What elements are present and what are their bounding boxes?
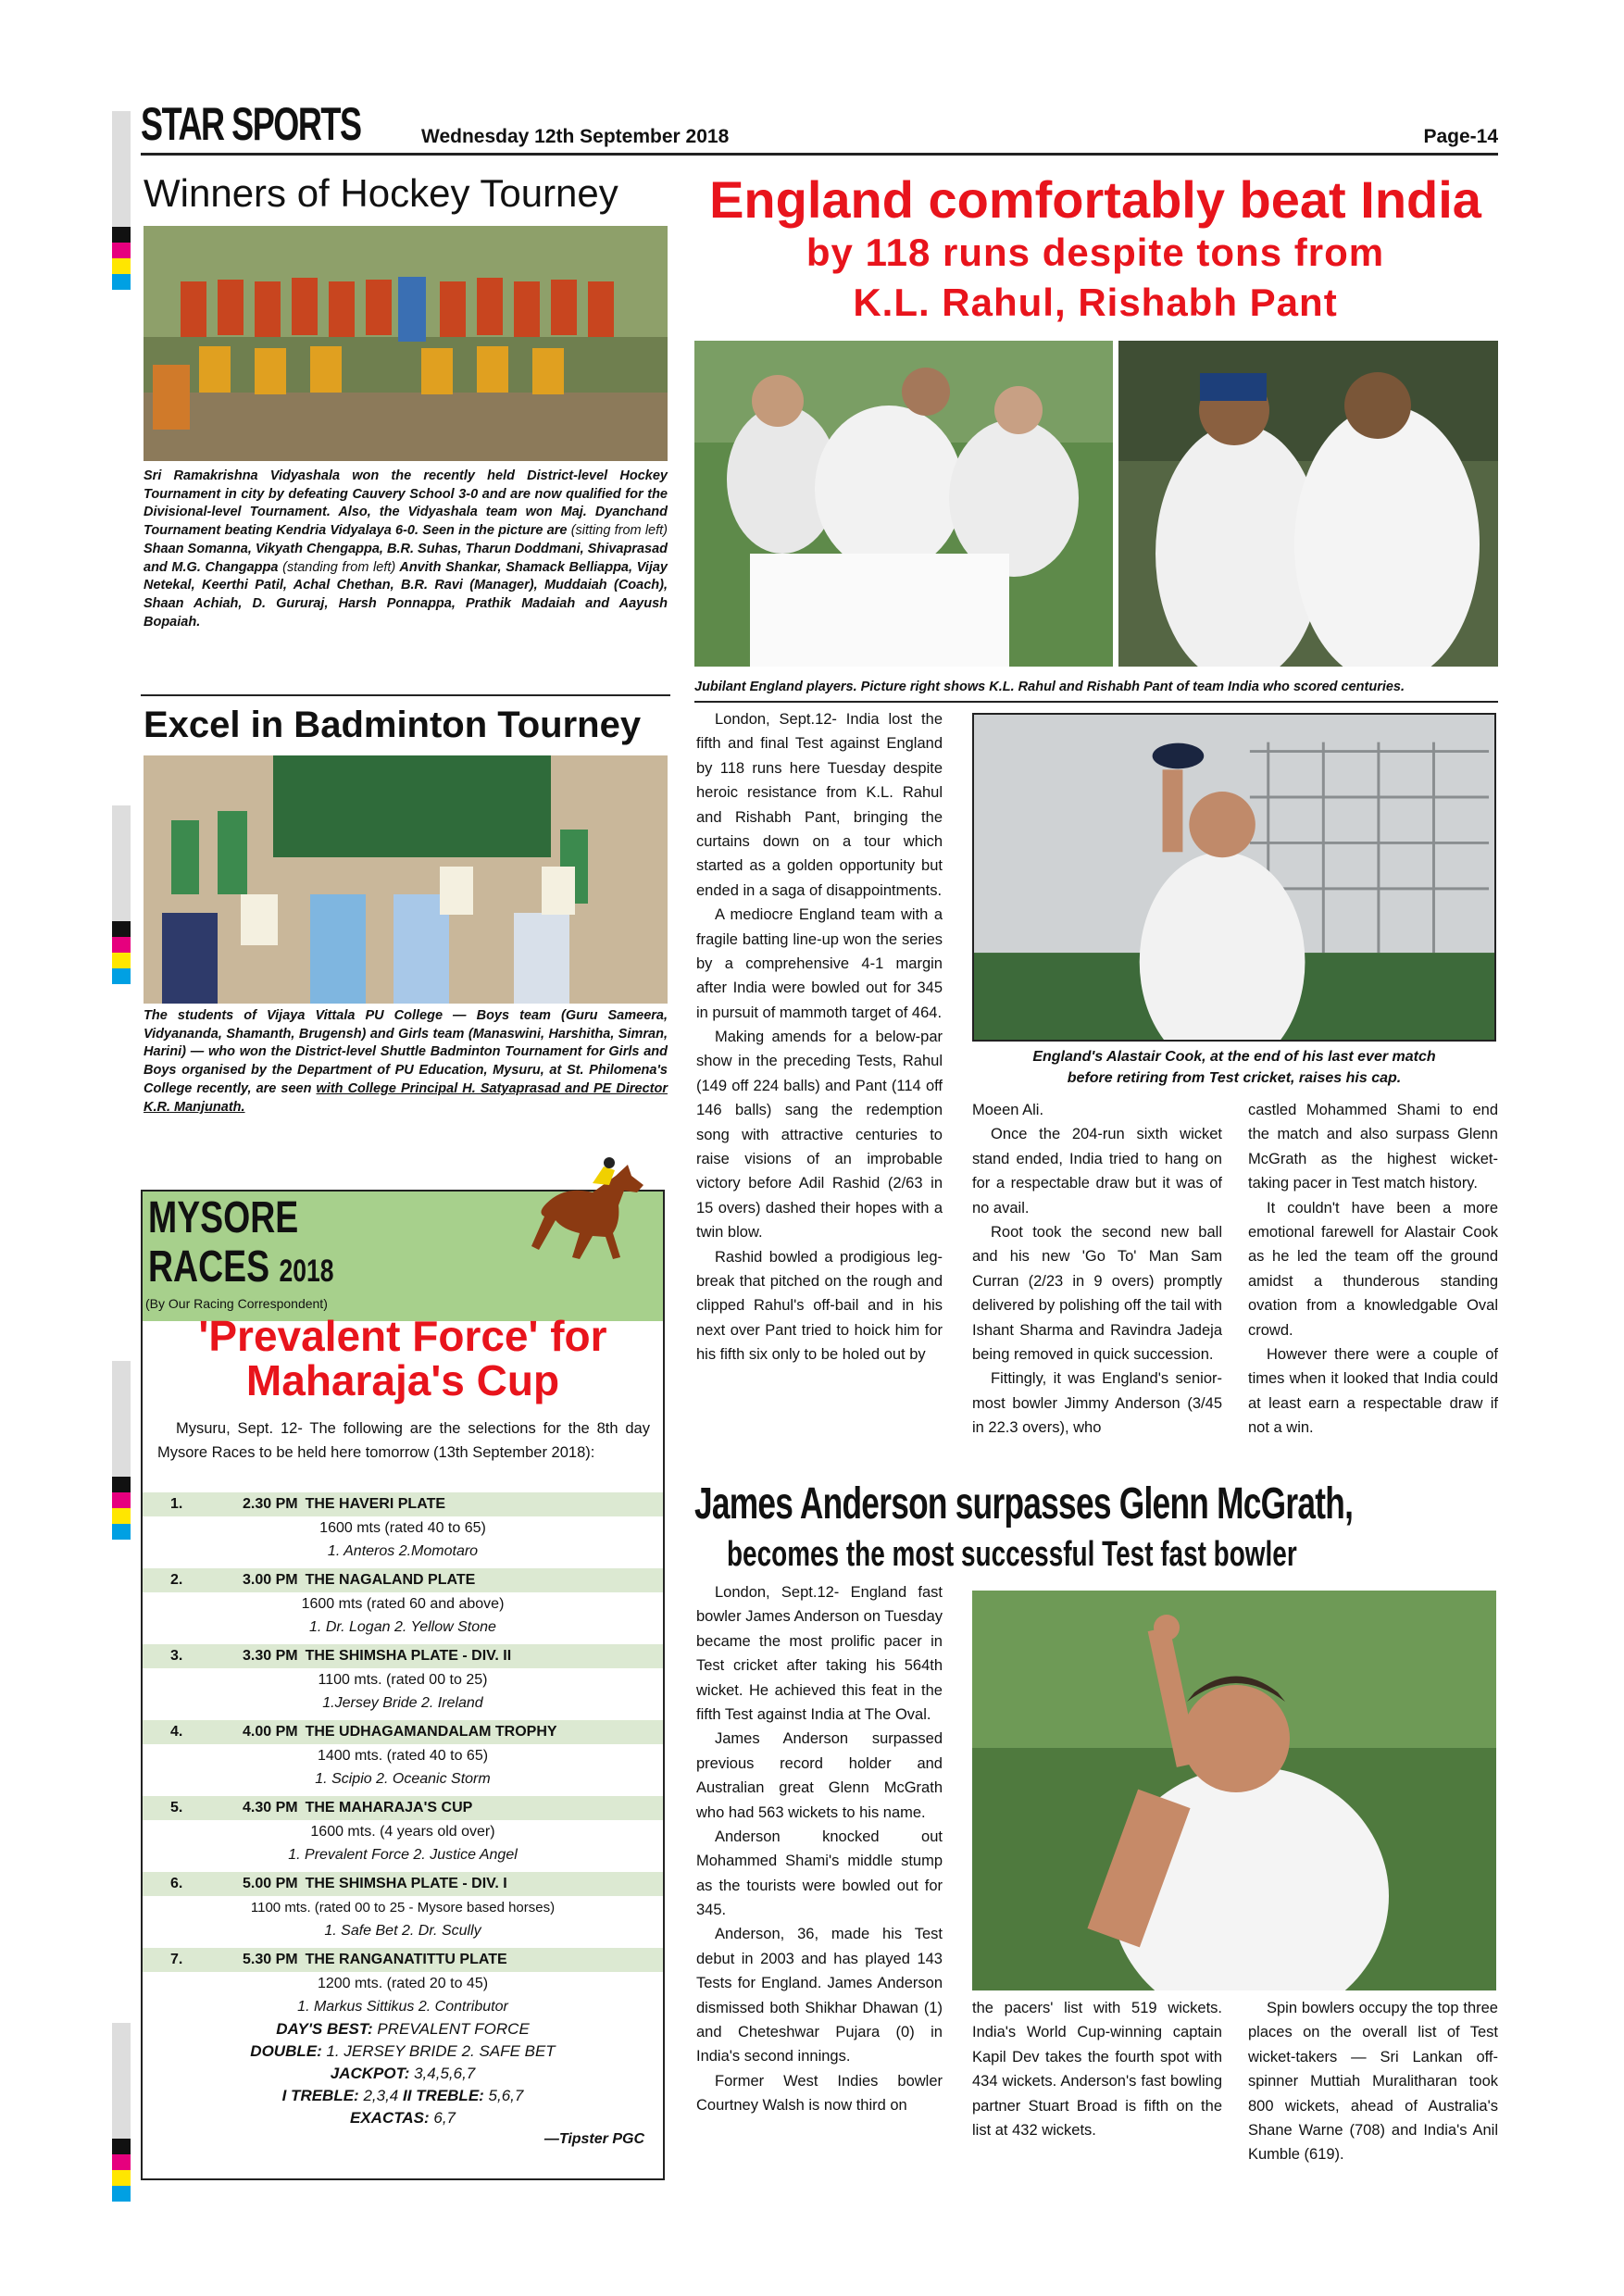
races-headline-line2: Maharaja's Cup: [245, 1356, 560, 1404]
races-title-line1: MYSORE: [148, 1193, 299, 1242]
england-photo-caption: Jubilant England players. Picture right shows K.L. Rahul and Rishabh Pant of team India who scored centuries.: [694, 680, 1405, 694]
page-number: Page-14: [1423, 126, 1498, 147]
horse-icon: [528, 1148, 657, 1264]
hockey-caption: Sri Ramakrishna Vidyashala won the recently held District-level Hockey Tournament in city by defeating Cauvery School 3-0 and are now qualified for the Divisional-level Tournament. Also, the Vidyashala team won Maj. Dyanchand Tournament beating Kendria Vidyalaya 6-0. Seen in the picture are (sitting from left) Shaan Somanna, Vikyath Chengappa, B.R. Suhas, Tharun Doddmani, Shivaprasad and M.G. Changappa (standing from left) Anvith Shankar, Shamack Belliappa, Vijay Netekal, Keerthi Patil, Achal Chethan, B.R. Ravi (Manager), Muddaiah (Coach), Shaan Achiah, D. Gururaj, Harsh Ponnappa, Prathik Madaiah and Aayush Bopaiah.: [144, 468, 668, 630]
race-header-row: [143, 1872, 663, 1896]
paragraph: Anderson, 36, made his Test debut in 2003 and has played 143 Tests for England. James Anderson dismissed both Shikhar Dhawan (1) and Cheteshwar Pujara (0) in India's second innings.: [696, 1926, 943, 2065]
paragraph: the pacers' list with 519 wickets. India's World Cup-winning captain Kapil Dev takes the fourth spot with 434 wickets. Anderson's fast bowling partner Stuart Broad is fifth on the list at 432 wickets.: [972, 2000, 1222, 2139]
race-time: 4.00 PM: [243, 1724, 298, 1740]
race-summary-line: JACKPOT: 3,4,5,6,7: [330, 2065, 476, 2082]
race-summary-line: DAY'S BEST: PREVALENT FORCE: [276, 2020, 530, 2038]
race-header-row: [143, 1796, 663, 1820]
race-item: [143, 1948, 663, 2024]
anderson-subhead: becomes the most successful Test fast bowler: [727, 1535, 1297, 1574]
paragraph: A mediocre England team with a fragile batting line-up won the series by a comprehensive 4-1 margin after India were bowled out for 345 in pursuit of mammoth target of 464.: [696, 906, 943, 1021]
paragraph: Rashid bowled a prodigious leg-break that pitched on the rough and clipped Rahul's off-bail and in his next over Pant tried to hoick him for his fifth six only to be holed out by: [696, 1248, 943, 1364]
england-rule: [694, 701, 1498, 703]
paragraph: Root took the second new ball and his new 'Go To' Man Sam Curran (2/23 in 9 overs) promptly delivered by polishing off the tail with Ishant Sharma and Ravindra Jadeja being removed in quick succession.: [972, 1223, 1222, 1363]
england-subhead-line1: by 118 runs despite tons from: [806, 231, 1385, 274]
race-item: [143, 1796, 663, 1872]
masthead-date: Wednesday 12th September 2018: [421, 126, 730, 147]
race-tips: 1. Scipio 2. Oceanic Storm: [315, 1771, 491, 1787]
race-header-row: [143, 1720, 663, 1744]
cook-photo: [972, 713, 1496, 1042]
rahul-pant-photo: [1118, 341, 1498, 667]
race-tips: 1. Dr. Logan 2. Yellow Stone: [309, 1619, 496, 1635]
paragraph: It couldn't have been a more emotional farewell for Alastair Cook as he led the team off the ground amidst a thunderous standing ovation from a knowledgable Oval crowd.: [1248, 1199, 1498, 1339]
paragraph: Moeen Ali.: [972, 1102, 1044, 1118]
england-column-3: [1248, 1098, 1498, 1440]
england-players-photo: [694, 341, 1113, 667]
race-summary-line: DOUBLE: 1. JERSEY BRIDE 2. SAFE BET: [250, 2042, 556, 2060]
race-time: 5.00 PM: [243, 1876, 298, 1891]
race-name: THE NAGALAND PLATE: [305, 1572, 476, 1588]
race-item: [143, 1568, 663, 1644]
race-time: 5.30 PM: [243, 1952, 298, 1967]
race-name: THE UDHAGAMANDALAM TROPHY: [305, 1724, 557, 1740]
races-byline: (By Our Racing Correspondent): [145, 1296, 328, 1311]
registration-mark-3: [112, 1361, 131, 1540]
anderson-headline: James Anderson surpasses Glenn McGrath,: [694, 1479, 1354, 1529]
england-column-2: [972, 1098, 1222, 1440]
race-tips: 1. Safe Bet 2. Dr. Scully: [324, 1923, 481, 1939]
races-intro: Mysuru, Sept. 12- The following are the selections for the 8th day Mysore Races to be held here tomorrow (13th September 2018):: [157, 1420, 650, 1462]
race-details: 1100 mts. (rated 00 to 25 - Mysore based horses): [250, 1900, 556, 1915]
race-name: THE SHIMSHA PLATE - DIV. I: [305, 1876, 507, 1891]
race-name: THE MAHARAJA'S CUP: [305, 1800, 473, 1816]
england-headline: England comfortably beat India: [709, 170, 1481, 229]
tipster: —Tipster PGC: [543, 2131, 644, 2147]
race-details: 1600 mts (rated 40 to 65): [319, 1520, 486, 1536]
race-summary-line: I TREBLE: 2,3,4 II TREBLE: 5,6,7: [281, 2087, 524, 2104]
paragraph: London, Sept.12- England fast bowler James Anderson on Tuesday became the most prolific pacer in Test cricket after taking his 564th wicket. He achieved this feat in the fifth Test against India at The Oval.: [696, 1584, 943, 1723]
anderson-photo: [972, 1591, 1496, 1990]
race-header-row: [143, 1644, 663, 1668]
race-time: 2.30 PM: [243, 1496, 298, 1512]
race-details: 1600 mts. (4 years old over): [310, 1824, 495, 1840]
race-details: 1600 mts (rated 60 and above): [301, 1596, 505, 1612]
race-list: [143, 1492, 663, 2024]
paragraph: Making amends for a below-par show in the preceding Tests, Rahul (149 off 224 balls) and Pant (114 off 146 balls) sang the redemption song with attractive centuries to raise visions of an improbable victory before Adil Rashid (2/63 in 15 overs) dashed their hopes with a twin blow.: [696, 1029, 943, 1242]
masthead-name: STAR SPORTS: [141, 98, 361, 150]
race-details: 1200 mts. (rated 20 to 45): [317, 1976, 489, 1991]
race-item: [143, 1644, 663, 1720]
race-details: 1100 mts. (rated 00 to 25): [318, 1672, 488, 1688]
race-time: 3.00 PM: [243, 1572, 298, 1588]
hockey-team-photo: [144, 226, 668, 461]
badminton-headline: Excel in Badminton Tourney: [144, 705, 642, 745]
anderson-column-2: [972, 1996, 1222, 2142]
hockey-headline: Winners of Hockey Tourney: [144, 171, 618, 215]
england-subhead-line2: K.L. Rahul, Rishabh Pant: [853, 281, 1338, 324]
registration-mark-4: [112, 2023, 131, 2202]
england-column-1: [696, 707, 943, 1367]
race-number: 7.: [170, 1952, 183, 1967]
anderson-column-1: [696, 1580, 943, 2118]
race-details: 1400 mts. (rated 40 to 65): [317, 1748, 489, 1764]
masthead-rule: [141, 153, 1498, 156]
race-number: 5.: [170, 1800, 183, 1816]
paragraph: Anderson knocked out Mohammed Shami's middle stump as the tourists were bowled out for 345.: [696, 1828, 943, 1919]
paragraph: However there were a couple of times when it looked that India could at least earn a respectable draw if not a win.: [1248, 1345, 1498, 1437]
race-item: [143, 1492, 663, 1568]
race-tips: 1. Markus Sittikus 2. Contributor: [297, 1999, 508, 2015]
race-time: 3.30 PM: [243, 1648, 298, 1664]
race-name: THE SHIMSHA PLATE - DIV. II: [305, 1648, 512, 1664]
race-time: 4.30 PM: [243, 1800, 298, 1816]
badminton-caption: The students of Vijaya Vittala PU College — Boys team (Guru Sameera, Vidyananda, Shamanth, Brugensh) and Girls team (Manaswini, Harshitha, Simran, Harini) — who won the District-level Shuttle Badminton Tournament for Girls and Boys organised by the Department of PU Education, Mysuru, at St. Philomena's College recently, are seen with College Principal H. Satyaprasad and PE Director K.R. Manjunath.: [144, 1008, 668, 1115]
paragraph: Spin bowlers occupy the top three places on the overall list of Test wicket-takers — Sri Lankan off-spinner Muttiah Muralitharan took 800 wickets, ahead of Australia's Shane Warne (708) and India's Anil Kumble (619).: [1248, 2000, 1498, 2164]
anderson-column-3: [1248, 1996, 1498, 2167]
race-item: [143, 1872, 663, 1948]
race-header-row: [143, 1568, 663, 1592]
race-tips: 1.Jersey Bride 2. Ireland: [322, 1695, 483, 1711]
races-headline-line1: 'Prevalent Force' for: [198, 1312, 607, 1360]
paragraph: castled Mohammed Shami to end the match and also surpass Glenn McGrath as the highest wicket-taking pacer in Test match history.: [1248, 1102, 1498, 1192]
race-summary-line: EXACTAS: 6,7: [350, 2109, 456, 2127]
race-number: 6.: [170, 1876, 183, 1891]
race-header-row: [143, 1492, 663, 1516]
paragraph: Former West Indies bowler Courtney Walsh is now third on: [696, 2072, 943, 2115]
race-number: 1.: [170, 1496, 183, 1512]
registration-mark-1: [112, 111, 131, 290]
cook-caption: England's Alastair Cook, at the end of his last ever match before retiring from Test cricket, raises his cap.: [1032, 1049, 1436, 1086]
race-header-row: [143, 1948, 663, 1972]
race-item: [143, 1720, 663, 1796]
paragraph: Fittingly, it was England's senior-most bowler Jimmy Anderson (3/45 in 22.3 overs), who: [972, 1370, 1222, 1437]
race-number: 4.: [170, 1724, 183, 1740]
race-number: 3.: [170, 1648, 183, 1664]
registration-mark-2: [112, 805, 131, 984]
race-tips: 1. Anteros 2.Momotaro: [327, 1543, 479, 1559]
badminton-team-photo: [144, 755, 668, 1004]
race-summary: [143, 2018, 663, 2129]
race-tips: 1. Prevalent Force 2. Justice Angel: [288, 1847, 518, 1863]
paragraph: James Anderson surpassed previous record holder and Australian great Glenn McGrath who had 563 wickets to his name.: [696, 1730, 943, 1821]
races-title-line2: RACES 2018: [148, 1242, 334, 1292]
paragraph: Once the 204-run sixth wicket stand ended, India tried to hang on for a respectable draw but it was of no avail.: [972, 1126, 1222, 1217]
paragraph: London, Sept.12- India lost the fifth and final Test against England by 118 runs here Tuesday despite heroic resistance from K.L. Rahul and Rishabh Pant, bringing the curtains down on a tour which started as a golden opportunity but ended in a saga of disappointments.: [696, 711, 943, 899]
hockey-rule: [141, 694, 670, 696]
race-name: THE HAVERI PLATE: [305, 1496, 446, 1512]
race-number: 2.: [170, 1572, 183, 1588]
race-name: THE RANGANATITTU PLATE: [305, 1952, 507, 1967]
